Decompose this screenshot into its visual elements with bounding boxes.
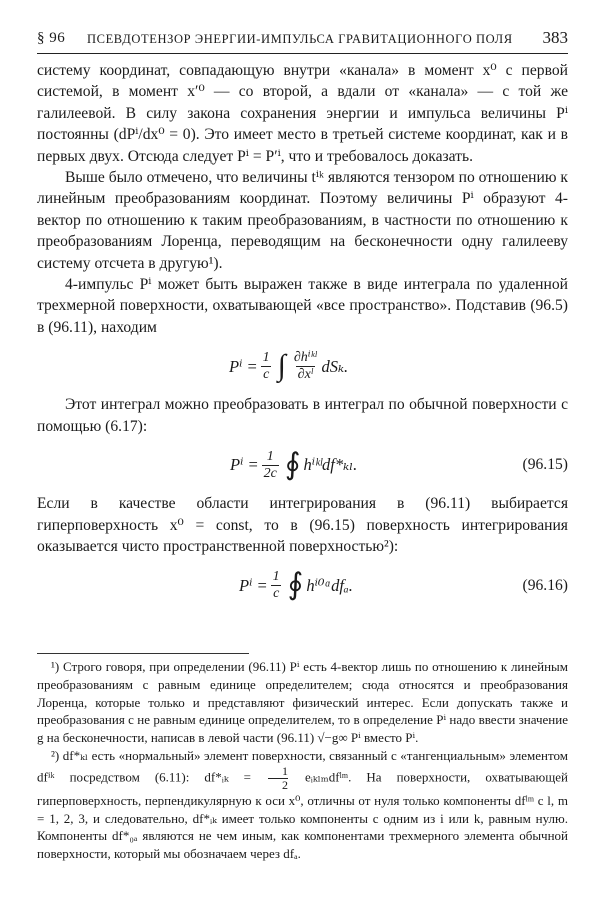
chapter-title: ПСЕВДОТЕНЗОР ЭНЕРГИИ-ИМПУЛЬСА ГРАВИТАЦИОННОГО ПОЛЯ [87,32,513,46]
equation-number: (96.15) [522,456,568,474]
eq-lhs: Pⁱ = [239,575,268,595]
coefficient: $\frac{1}{2c}$ [263,448,277,481]
paragraph: 4-импульс Pⁱ может быть выражен также в виде интеграла по удаленной трехмерной поверхности, охватывающей «все пространство». Подставив (96.5) в (96.11), находим [37,276,568,336]
equation-number: (96.16) [522,576,568,594]
footnote-rule [37,653,249,654]
contour-integral-sign: ∮ [284,448,301,482]
main-text [37,60,568,613]
equation [37,338,568,394]
paragraph: Если в качестве области интегрирования в (96.11) выбирается гиперповерхность x⁰ = const, то в (96.15) поверхность интегрирования оказывается чисто пространственной поверхностью²): [37,495,568,555]
footnote-2: ²) df*ₖₗ есть «нормальный» элемент поверхности, связанный с «тангенциальным» элементом dfⁱᵏ посредством (6.11): df*ᵢₖ = $\frac{1}{2}$ eᵢₖₗₘdfˡᵐ. На поверхности, охватывающей гиперповерхность, перпендикулярную к оси x⁰, отличны от нуля только компоненты dfˡᵐ с l, m = 1, 2, 3, и следовательно, df*ᵢₖ имеет только компоненты с одним из i или k, равным нулю. Компоненты df*₀ₐ являются не чем иным, как компонентами трехмерного элемента обычной поверхности, который мы обозначаем через dfₐ. [37,747,569,862]
coefficient: $\frac{1}{c}$ [262,349,270,382]
equation [37,437,568,493]
eq-rest: hⁱᵏˡdf*ₖₗ. [303,455,358,475]
running-header [37,28,568,52]
eq-lhs: Pⁱ = [230,455,259,475]
integral-sign: ∫ [277,349,286,383]
footnote-1: ¹) Строго говоря, при определении (96.11) Pⁱ есть 4-вектор лишь по отношению к линейным преобразованиям с равным единице определителем; сюда относятся и преобразования Лоренца, которые только и представляют физический интерес. Если допускать также и преобразования с не равным единице определителем, то в определение Pⁱ надо ввести значение g на бесконечности, написав в левой части (96.11) √−g∞ Pⁱ вместо Pⁱ. [37,659,568,746]
contour-integral-sign: ∮ [287,568,304,602]
eq-rest: dSₖ. [321,356,349,376]
paragraph: Этот интеграл можно преобразовать в интеграл по обычной поверхности с помощью (6.17): [37,396,568,435]
paragraph: Выше было отмечено, что величины tⁱᵏ являются тензором по отношению к линейным преобразованиям координат. Поэтому величины Pⁱ образуют 4-вектор по отношению к таким преобразованиям, в частности по отношению к преобразованиям Лоренца, переводящим на бесконечности одну галилееву систему отсчета в другую¹). [37,169,568,272]
eq-rest: hⁱ⁰ᵅdfₐ. [306,575,353,595]
page-number: 383 [542,28,568,47]
footnote-fraction: $\frac{1}{2}$ [268,765,288,792]
equation [37,557,568,613]
section-number: § 96 [37,30,66,46]
footnotes [37,658,568,863]
derivative: $\frac{\text{∂hⁱᵏˡ}}{\text{∂xˡ}}$ [293,349,317,382]
coefficient: $\frac{1}{c}$ [272,568,280,601]
header-rule [37,53,568,54]
paragraph: систему координат, совпадающую внутри «канала» в момент x⁰ с первой системой, в момент x′⁰ — со второй, а вдали от «канала» — с той же галилеевой. В силу закона сохранения энергии и импульса величины Pⁱ постоянны (dPⁱ/dx⁰ = 0). Это имеет место в третьей системе координат, как и в первых двух. Отсюда следует Pⁱ = P′ⁱ, что и требовалось доказать. [37,62,568,165]
eq-lhs: Pⁱ = [229,356,258,376]
